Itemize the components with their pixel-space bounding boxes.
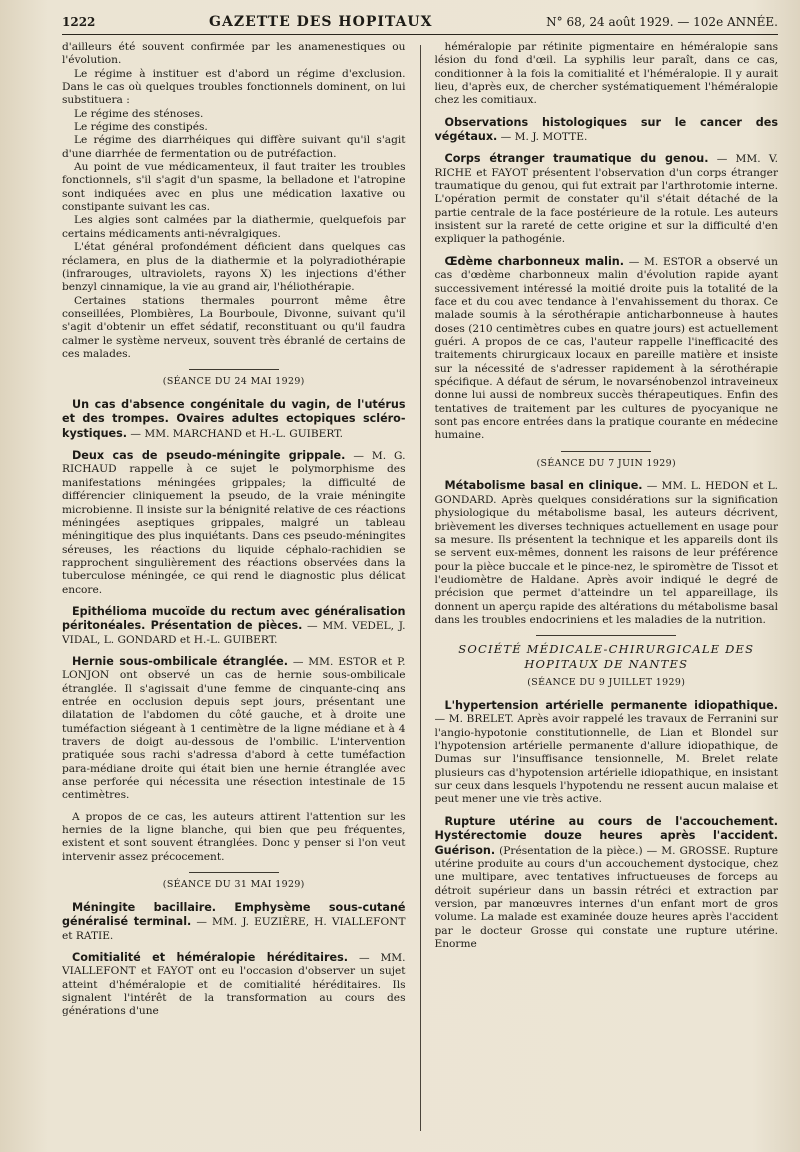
entries-group xyxy=(435,41,779,443)
entry-title: Rupture utérine au cours de l'accouchement. Hystérectomie douze heures après l'accident. Guérison. xyxy=(434,814,779,857)
entry-title: Epithélioma mucoïde du rectum avec généralisation péritonéales. Présentation de pièces. xyxy=(62,604,406,633)
column-rule xyxy=(420,45,421,1131)
left-column xyxy=(62,41,406,1131)
entry-body: — MM. VIALLEFONT et FAYOT ont eu l'occasion d'observer un sujet atteint d'héméralopie et de comitialité héréditaires. Ils signalent l'intérêt de la transformation au cours des générations d'une xyxy=(62,951,406,1018)
paragraph: Certaines stations thermales pourront même être conseillées, Plombières, La Bourboule, Divonne, suivant qu'il s'agit d'obtenir un effet sédatif, reconstituant ou qu'il faudra calmer le système nerveux, souvent très ébranlé de certains de ces malades. xyxy=(62,294,406,360)
communication-entry xyxy=(62,811,406,864)
entry-title: L'hypertension artérielle permanente idiopathique. xyxy=(444,699,779,713)
communication-entry xyxy=(435,699,779,807)
separator xyxy=(189,872,279,873)
paragraph: Au point de vue médicamenteux, il faut traiter les troubles fonctionnels, s'il s'agit d'un spasme, la belladone et l'atropine sont indiquées avec en plus une médication laxative ou constipante suivant les cas. xyxy=(62,161,406,214)
entry-body: héméralopie par rétinite pigmentaire en héméralopie sans lésion du fond d'œil. La syphilis leur paraît, dans ce cas, conditionner à la fois la comitialité et l'héméralopie. Il y aurait lieu, d'après eux, de chercher systématiquement l'héméralopie chez les comitiaux. xyxy=(434,41,779,107)
paragraph: Le régime des constipés. xyxy=(74,121,208,134)
entry-body: — M. G. RICHAUD rappelle à ce sujet le polymorphisme des manifestations méningées grippales; la difficulté de différencier cliniquement la pseudo, de la vraie méningite microbienne. Il insiste sur la bénignité relative de ces réactions méningées aseptiques grippales, malgré un tableau méningitique des plus inquiétants. Dans ces pseudo-méningites séreuses, les réactions du liquide céphalo-rachidien se rapprochent singulièrement des réactions observées dans la tuberculose méningée, ce qui rend le diagnostic plus délicat encore. xyxy=(62,450,406,596)
entry-title: Œdème charbonneux malin. xyxy=(444,254,625,268)
paragraph: Les algies sont calmées par la diathermie, quelquefois par certains médicaments anti-névralgiques. xyxy=(62,214,406,240)
communication-entry xyxy=(62,398,406,441)
entry-body: — MM. ESTOR et P. LONJON ont observé un cas de hernie sous-ombilicale étranglée. Il s'agissait d'une femme de cinquante-cinq ans entrée en occlusion depuis sept jours, présentant une dilatation de l'abdomen du côté gauche, et à droite une tuméfaction siégeant à 1 centimètre de la ligne médiane et à 4 travers de doigt au-dessous de l'ombilic. L'intervention pratiquée sous rachi s'adressa d'abord à cette tuméfaction para-médiane droite qui était bien une hernie étranglée avec anse perforée qui nécessita une résection intestinale de 15 centimètres. xyxy=(62,655,406,802)
communication-entry xyxy=(435,255,779,443)
page-header xyxy=(62,14,778,35)
entries-group xyxy=(435,699,779,951)
entry-body: (Présentation de la pièce.) — M. GROSSE. Rupture utérine produite au cours d'un accouchement dystocique, chez une multipare, avec tentatives infructueuses de forceps au détroit supérieur dans un bassin rétréci et extraction par version, par manœuvres internes d'un enfant mort de gros volume. La malade est examinée douze heures après l'accident par le docteur Grosse qui constate une rupture utérine. Enorme xyxy=(434,844,779,950)
entry-title: Comitialité et héméralopie héréditaires. xyxy=(72,950,349,964)
columns xyxy=(62,41,778,1131)
entry-title: Méningite bacillaire. Emphysème sous-cutané généralisé terminal. xyxy=(62,900,406,929)
entry-title: Hernie sous-ombilicale étranglée. xyxy=(72,654,288,668)
entry-title: Métabolisme basal en clinique. xyxy=(444,479,643,493)
communication-entry xyxy=(62,901,406,943)
paragraph: L'état général profondément déficient dans quelques cas réclamera, en plus de la diathermie et la polyradiothérapie (infrarouges, ultraviolets, rayons X) les injections d'éther benzyl cinnamique, la vie au grand air, l'héliothérapie. xyxy=(62,241,406,294)
entry-body: — MM. MARCHAND et H.-L. GUIBERT. xyxy=(127,427,344,440)
paragraph: d'ailleurs été souvent confirmée par les anamenestiques ou l'évolution. xyxy=(62,41,406,67)
entry-body: — M. J. MOTTE. xyxy=(497,131,588,144)
issue-info: N° 68, 24 août 1929. — 102e ANNÉE. xyxy=(546,15,778,29)
paragraph: Le régime des sténoses. xyxy=(74,107,204,120)
entry-title: Observations histologiques sur le cancer des végétaux. xyxy=(434,115,779,144)
right-column xyxy=(435,41,779,1131)
entry-body: — M. ESTOR a observé un cas d'œdème charbonneux malin d'évolution rapide ayant successivement intéressé la moitié droite puis la totalité de la face et du cou avec tendance à l'envahissement du thorax. Ce malade soumis à la sérothérapie anticharbonneuse à hautes doses (210 centimètres cubes en quatre jours) est actuellement guéri. A propos de ce cas, l'auteur rappelle l'inefficacité des traitements chirurgicaux locaux en pareille matière et insiste sur la nécessité de s'adresser rapidement à la sérothérapie spécifique. A défaut de sérum, le novarsénobenzol intraveineux donne lui aussi de nombreux succès thérapeutiques. Enfin des tentatives de traitement par les cultures de pyocyanique ne sont pas encore entrées dans la pratique courante en médecine humaine. xyxy=(434,255,779,442)
entry-body: — MM. VEDEL, J. VIDAL, L. GONDARD et H.-L. GUIBERT. xyxy=(62,620,406,646)
entries-group xyxy=(62,398,406,864)
society-heading: SOCIÉTÉ MÉDICALE-CHIRURGICALE DES HOPITAUX DE NANTES xyxy=(458,642,755,671)
separator xyxy=(536,635,676,636)
communication-entry xyxy=(435,815,779,951)
communication-entry xyxy=(62,449,406,597)
communication-entry xyxy=(62,951,406,1019)
separator xyxy=(189,369,279,370)
entry-body: — M. BRELET. Après avoir rappelé les travaux de Ferranini sur l'angio-hypotonie constitutionnelle, de Lian et Blondel sur l'hypotension artérielle permanente d'allure idiopathique, de Dumas sur l'insuffisance tensionnelle, M. Brelet relate plusieurs cas d'hypotension artérielle idiopathique, en insistant sur ceux dans lesquels l'hypotendu ne ressent aucun malaise et peut mener une vie très active. xyxy=(434,713,779,806)
communication-entry xyxy=(435,479,779,627)
separator xyxy=(561,451,651,452)
entry-body: — MM. L. HEDON et L. GONDARD. Après quelques considérations sur la signification physiologique du métabolisme basal, les auteurs décrivent, brièvement les diverses techniques actuellement en usage pour sa mesure. Ils présentent la technique et les appareils dont ils se servent eux-mêmes, donnent les raisons de leur préférence pour la pièce buccale et le pince-nez, le spiromètre de Tissot et l'eudiomètre de Haldane. Après avoir indiqué le degré de précision que permet d'atteindre un tel appareillage, ils donnent un aperçu rapide des altérations du métabolisme basal dans les troubles endocriniens et les maladies de la nutrition. xyxy=(434,480,779,626)
entry-body: — MM. V. RICHE et FAYOT présentent l'observation d'un corps étranger traumatique du genou, qui fut extrait par l'arthrotomie interne. L'opération permit de constater qu'il s'était détaché de la partie centrale de la face postérieure de la rotule. Les auteurs insistent sur la rareté de cette origine et sur la difficulté d'en expliquer la pathogénie. xyxy=(434,153,779,246)
seance-heading: (SÉANCE DU 7 JUIN 1929) xyxy=(536,457,676,469)
journal-title: GAZETTE DES HOPITAUX xyxy=(209,14,433,30)
page-number: 1222 xyxy=(62,15,96,29)
paragraph: Le régime à instituer est d'abord un régime d'exclusion. Dans le cas où quelques troubles fonctionnels dominent, on lui substituera : xyxy=(62,67,406,107)
seance-heading: (SÉANCE DU 31 MAI 1929) xyxy=(162,879,305,891)
entries-group xyxy=(435,479,779,627)
entry-body: — MM. J. EUZIÈRE, H. VIALLEFONT et RATIE. xyxy=(62,916,406,942)
communication-entry xyxy=(435,116,779,145)
entry-title: Deux cas de pseudo-méningite grippale. xyxy=(72,449,346,463)
paragraph: Le régime des diarrhéiques qui diffère suivant qu'il s'agit d'une diarrhée de fermentation ou de putréfaction. xyxy=(62,134,406,160)
seance-heading: (SÉANCE DU 9 JUILLET 1929) xyxy=(527,677,686,689)
entry-title: Corps étranger traumatique du genou. xyxy=(444,152,709,166)
communication-entry xyxy=(435,152,779,246)
entry-body: A propos de ce cas, les auteurs attirent l'attention sur les hernies de la ligne blanche, qui bien que peu fréquentes, existent et sont souvent étranglées. Donc y penser si l'on veut intervenir assez précocement. xyxy=(62,810,406,863)
entry-title: Un cas d'absence congénitale du vagin, de l'utérus et des trompes. Ovaires adultes ectopiques scléro-kystiques. xyxy=(62,398,406,440)
intro-text xyxy=(62,41,406,361)
seance-heading: (SÉANCE DU 24 MAI 1929) xyxy=(162,376,305,388)
communication-entry xyxy=(62,605,406,647)
communication-entry xyxy=(435,41,779,108)
communication-entry xyxy=(62,655,406,803)
entries-group xyxy=(62,901,406,1019)
